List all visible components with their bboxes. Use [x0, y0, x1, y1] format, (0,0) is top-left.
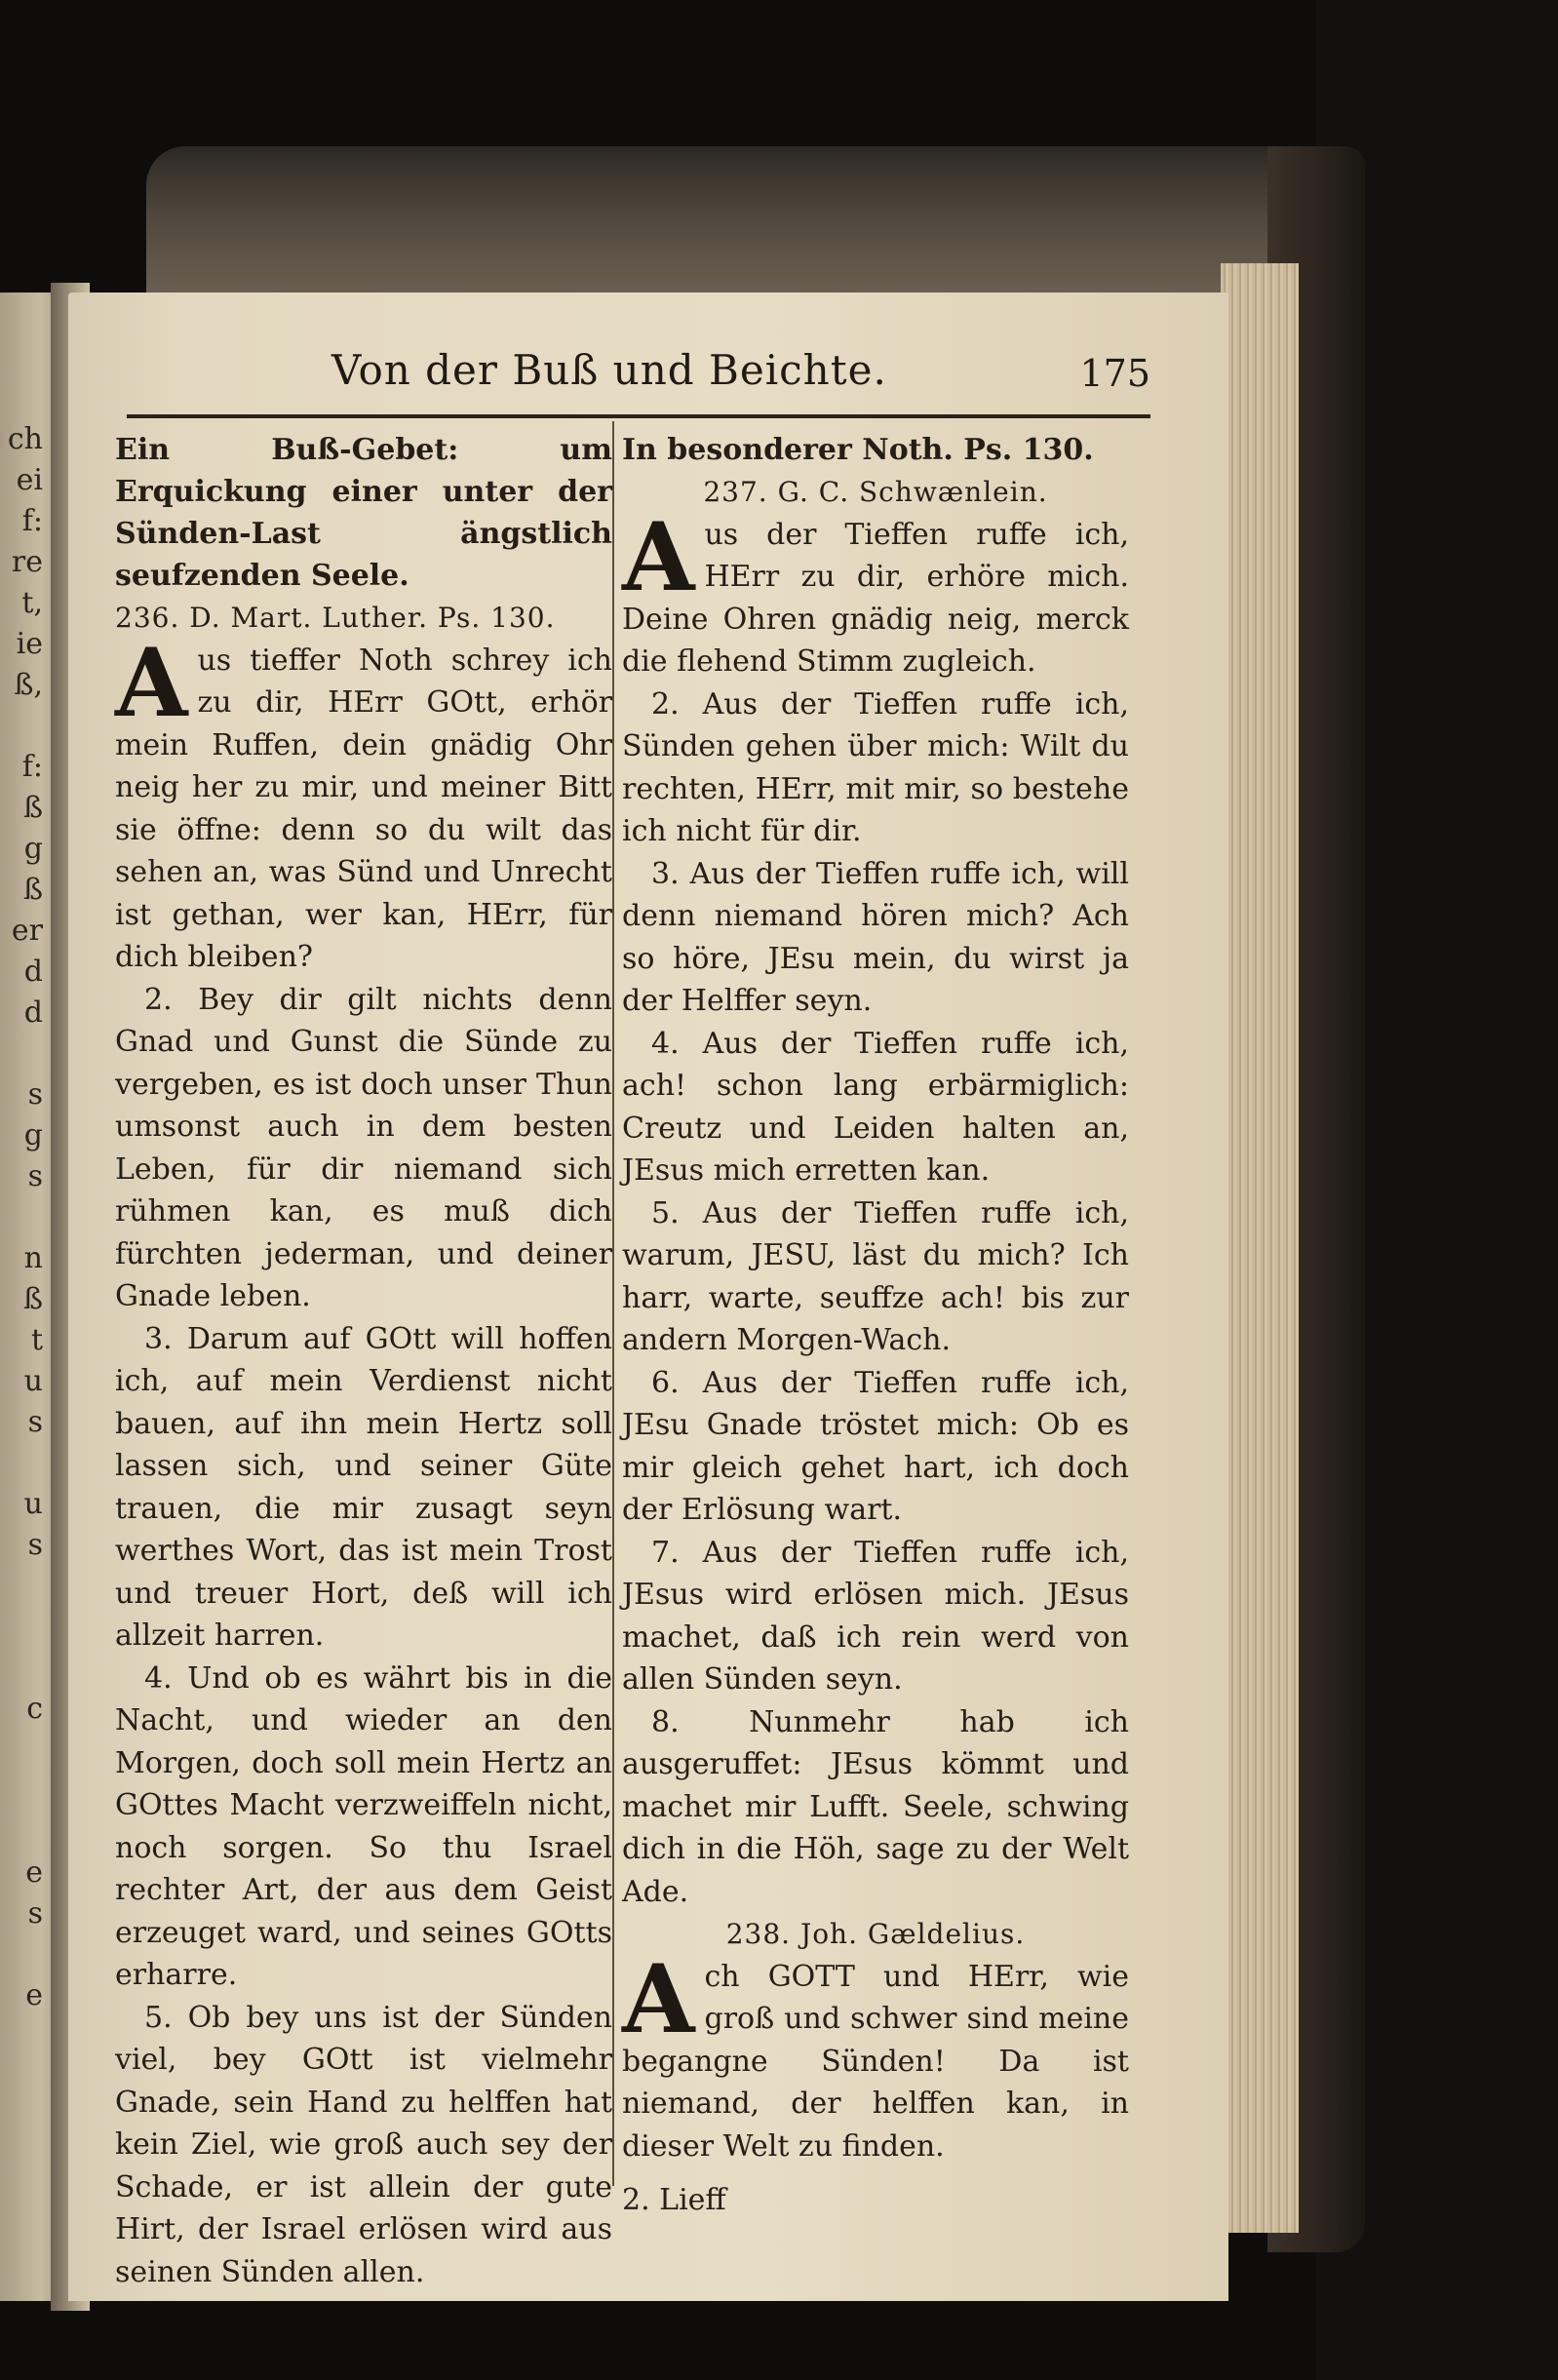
fragment-letter: g	[23, 1118, 43, 1152]
fragment-letter	[0, 1034, 43, 1074]
fragment-letter: ie	[16, 627, 43, 661]
fragment-letter	[0, 1730, 43, 1771]
column-divider	[612, 421, 614, 2186]
hymn-237-stanza-8: 8. Nunmehr hab ich ausgeruffet: JEsus kömmt und machet mir Lufft. Seele, schwing dich in die Höh, sage zu der Welt Ade.	[622, 1704, 1129, 1909]
fragment-letter: u	[23, 1487, 43, 1521]
fragment-letter: ch	[7, 422, 43, 456]
right-column	[622, 429, 1129, 2222]
fragment-letter	[0, 1607, 43, 1648]
catchword: 2. Lieff	[622, 2183, 726, 2217]
page-header	[331, 346, 1150, 405]
fragment-letter: c	[26, 1692, 43, 1726]
hymn-238-number: 238. Joh. Gældelius.	[725, 1918, 1026, 1950]
page-number: 175	[1079, 352, 1150, 395]
fragment-letter: ß	[22, 1282, 43, 1316]
stanza-text: us der Tieffen ruffe ich, HErr zu dir, erhöre mich. Deine Ohren gnädig neig, merck die flehend Stimm zugleich.	[622, 517, 1129, 679]
hymn-237-stanza-3: 3. Aus der Tieffen ruffe ich, will denn niemand hören mich? Ach so höre, JEsu mein, du wirst ja der Helffer seyn.	[622, 856, 1129, 1018]
fragment-letter: re	[11, 545, 43, 579]
fragment-letter: f:	[21, 504, 43, 538]
fragment-letter	[0, 1771, 43, 1812]
fragment-letter: u	[23, 1364, 43, 1398]
fragment-letter: e	[25, 1855, 43, 1890]
dropcap: A	[622, 501, 695, 612]
hymn-237-stanza-4: 4. Aus der Tieffen ruffe ich, ach! schon lang erbärmiglich: Creutz und Leiden halten an, JEsus mich erretten kan.	[622, 1026, 1129, 1188]
facing-page-fragments	[0, 419, 43, 2016]
fragment-letter: s	[27, 1405, 43, 1439]
hymn-237-heading: In besonderer Noth. Ps. 130.	[622, 433, 1094, 467]
fragment-letter	[0, 706, 43, 747]
fragment-letter: e	[25, 1978, 43, 2012]
fragment-letter: ß	[22, 873, 43, 907]
fragment-letter: t,	[21, 586, 43, 620]
fragment-letter: s	[27, 1896, 43, 1931]
hymn-236-stanza-1	[115, 627, 612, 979]
fragment-letter: ß,	[14, 668, 43, 702]
hymn-237-stanza-7: 7. Aus der Tieffen ruffe ich, JEsus wird erlösen mich. JEsus machet, daß ich rein werd von allen Sünden seyn.	[622, 1535, 1129, 1697]
fragment-letter	[0, 1648, 43, 1689]
dropcap: A	[115, 627, 188, 738]
hymn-237-number: 237. G. C. Schwænlein.	[703, 476, 1048, 508]
dropcap: A	[622, 1943, 695, 2054]
fragment-letter	[0, 1934, 43, 1975]
fragment-letter: er	[11, 914, 43, 948]
fragment-letter: d	[23, 995, 43, 1030]
fragment-letter: s	[27, 1159, 43, 1193]
hymn-237-stanza-5: 5. Aus der Tieffen ruffe ich, warum, JESU, läst du mich? Ich harr, warte, seuffze ach! bis zur andern Morgen-Wach.	[622, 1195, 1129, 1357]
fragment-letter: s	[27, 1077, 43, 1112]
book-top-edge	[146, 146, 1345, 293]
fragment-letter: ei	[16, 463, 43, 497]
hymn-236-number: 236. D. Mart. Luther. Ps. 130.	[115, 602, 556, 634]
hymn-236-stanza-2: 2. Bey dir gilt nichts denn Gnad und Gunst die Sünde zu vergeben, es ist doch unser Thun umsonst auch in dem besten Leben, für dir niemand sich rühmen kan, es muß dich fürchten jederman, und deiner Gnade leben.	[115, 982, 612, 1313]
hymn-236-stanza-4: 4. Und ob es währt bis in die Nacht, und wieder an den Morgen, doch soll mein Hertz an GOttes Macht verzweiffeln nicht, noch sorgen. So thu Israel rechter Art, der aus dem Geist erzeuget ward, und seines GOtts erharre.	[115, 1660, 612, 1992]
fragment-letter	[0, 1566, 43, 1607]
page-stack-edge	[1221, 263, 1299, 2233]
hymn-237-stanza-1	[622, 501, 1129, 683]
header-rule	[127, 414, 1150, 418]
hymn-237-stanza-2: 2. Aus der Tieffen ruffe ich, Sünden gehen über mich: Wilt du rechten, HErr, mit mir, so bestehe ich nicht für dir.	[622, 686, 1129, 848]
hymn-236-heading: Ein Buß-Gebet: um Erquickung einer unter der Sünden-Last ängstlich seufzenden Seele.	[115, 433, 612, 593]
fragment-letter: t	[30, 1323, 43, 1357]
hymn-236-stanza-5: 5. Ob bey uns ist der Sünden viel, bey GOtt ist vielmehr Gnade, sein Hand zu helffen hat kein Ziel, wie groß auch sey der Schade, er ist allein der gute Hirt, der Israel erlösen wird aus seinen Sünden allen.	[115, 2000, 612, 2289]
fragment-letter: f:	[21, 750, 43, 784]
fragment-letter: n	[23, 1241, 43, 1275]
stanza-text: us tieffer Noth schrey ich zu dir, HErr GOtt, erhör mein Ruffen, dein gnädig Ohr neig her zu mir, und meiner Bitt sie öffne: denn so du wilt das sehen an, was Sünd und Unrecht ist gethan, wer kan, HErr, für dich bleiben?	[115, 643, 612, 974]
hymn-236-stanza-3: 3. Darum auf GOtt will hoffen ich, auf mein Verdienst nicht bauen, auf ihn mein Hertz soll lassen sich, und seiner Güte trauen, die mir zusagt seyn werthes Wort, das ist mein Trost und treuer Hort, deß will ich allzeit harren.	[115, 1321, 612, 1653]
fragment-letter	[0, 1197, 43, 1238]
fragment-letter	[0, 1443, 43, 1484]
fragment-letter: d	[23, 955, 43, 989]
stanza-text: ch GOTT und HErr, wie groß und schwer sind meine begangne Sünden! Da ist niemand, der helffen kan, in dieser Welt zu finden.	[622, 1959, 1129, 2164]
fragment-letter: g	[23, 832, 43, 866]
fragment-letter: ß	[22, 791, 43, 825]
fragment-letter	[0, 1812, 43, 1853]
hymn-238-stanza-1	[622, 1943, 1129, 2168]
fragment-letter: s	[27, 1528, 43, 1562]
hymn-237-stanza-6: 6. Aus der Tieffen ruffe ich, JEsu Gnade tröstet mich: Ob es mir gleich gehet hart, ich doch der Erlösung wart.	[622, 1365, 1129, 1527]
running-title: Von der Buß und Beichte.	[331, 346, 887, 394]
left-column	[115, 429, 612, 2293]
